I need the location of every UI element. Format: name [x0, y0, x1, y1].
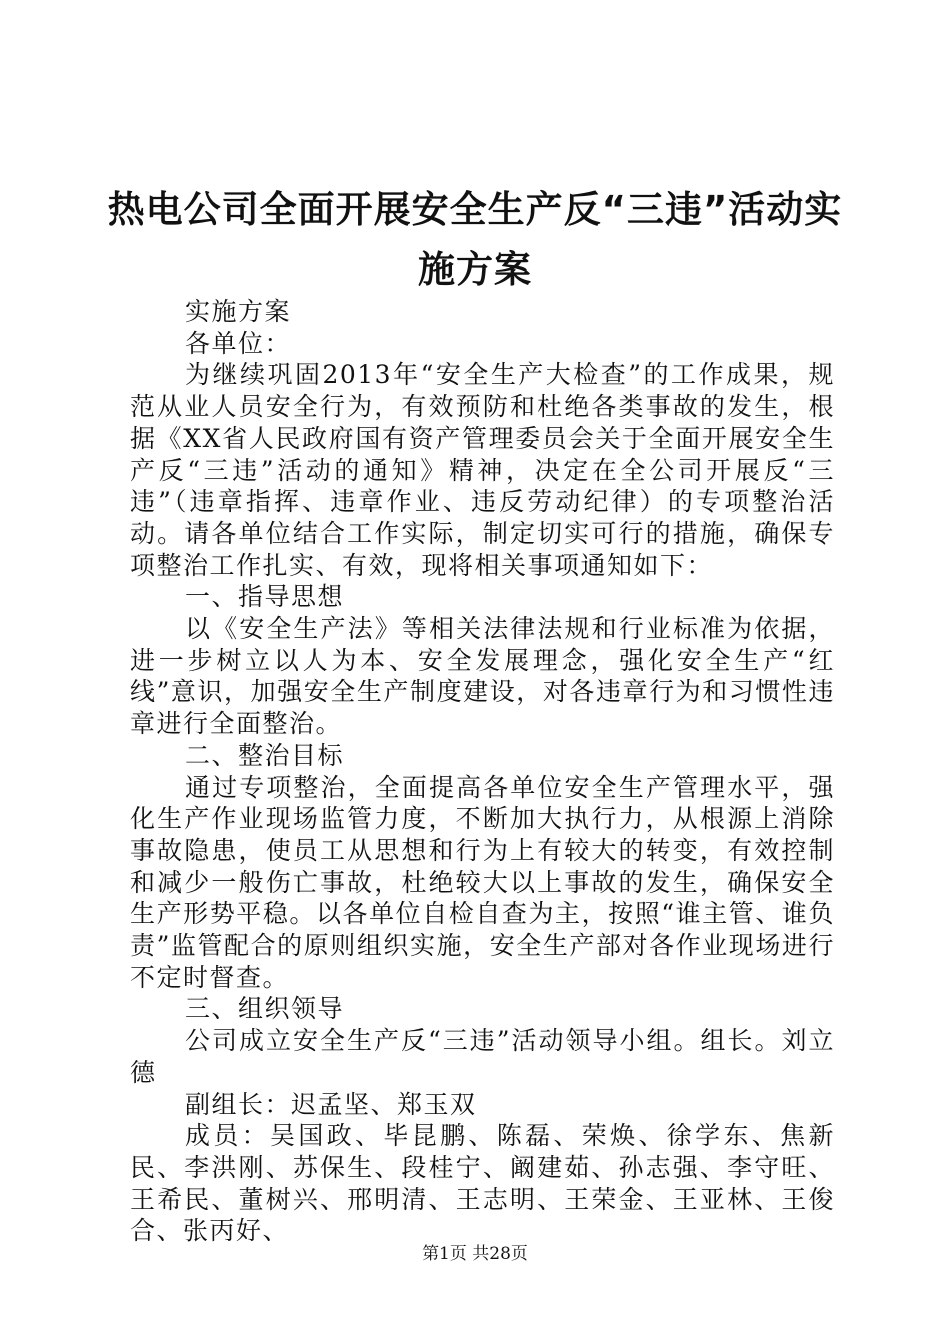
paragraph-goals: 通过专项整治，全面提高各单位安全生产管理水平，强化生产作业现场监管力度，不断加大执行力，从根源上消除事故隐患，使员工从思想和行为上有较大的转变，有效控制和减少一般伤亡事故，杜绝较大以上事故的发生，确保安全生产形势平稳。以各单位自检自查为主，按照“谁主管、谁负责”监管配合的原则组织实施，安全生产部对各作业现场进行不定时督查。: [130, 772, 835, 992]
section-heading-leadership: 三、组织领导: [185, 994, 345, 1024]
paragraph-salutation: 各单位：: [185, 328, 292, 358]
document-title: [100, 180, 850, 300]
page-number: 第1页 共28页: [422, 1244, 528, 1264]
paragraph-intro: 为继续巩固2013年“安全生产大检查”的工作成果，规范从业人员安全行为，有效预防和杜绝各类事故的发生，根据《XX省人民政府国有资产管理委员会关于全面开展安全生产反“三违”活动的通知》精神，决定在全公司开展反“三违”（违章指挥、违章作业、违反劳动纪律）的专项整治活动。请各单位结合工作实际，制定切实可行的措施，确保专项整治工作扎实、有效，现将相关事项通知如下：: [130, 360, 835, 580]
section-heading-goals: 二、整治目标: [185, 740, 345, 770]
page-footer: [0, 1242, 950, 1266]
section-heading-guiding-thought: 一、指导思想: [185, 582, 345, 612]
paragraph-deputy-leaders: 副组长：迟孟坚、郑玉双: [185, 1089, 477, 1119]
document-body: [130, 296, 835, 1247]
paragraph-members: 成员：吴国政、毕昆鹏、陈磊、荣焕、徐学东、焦新民、李洪刚、苏保生、段桂宁、阚建茹、孙志强、李守旺、王希民、董树兴、邢明清、王志明、王荣金、王亚林、王俊合、张丙好、: [130, 1121, 835, 1246]
paragraph-heading: 实施方案: [185, 297, 292, 326]
title-line-1: 热电公司全面开展安全生产反“三违”活动实: [107, 188, 843, 231]
title-line-2: 施方案: [418, 248, 532, 291]
paragraph-guiding-thought: 以《安全生产法》等相关法律法规和行业标准为依据，进一步树立以人为本、安全发展理念，强化安全生产“红线”意识，加强安全生产制度建设，对各违章行为和习惯性违章进行全面整治。: [130, 614, 835, 739]
paragraph-leadership: 公司成立安全生产反“三违”活动领导小组。组长。刘立德: [130, 1026, 835, 1087]
